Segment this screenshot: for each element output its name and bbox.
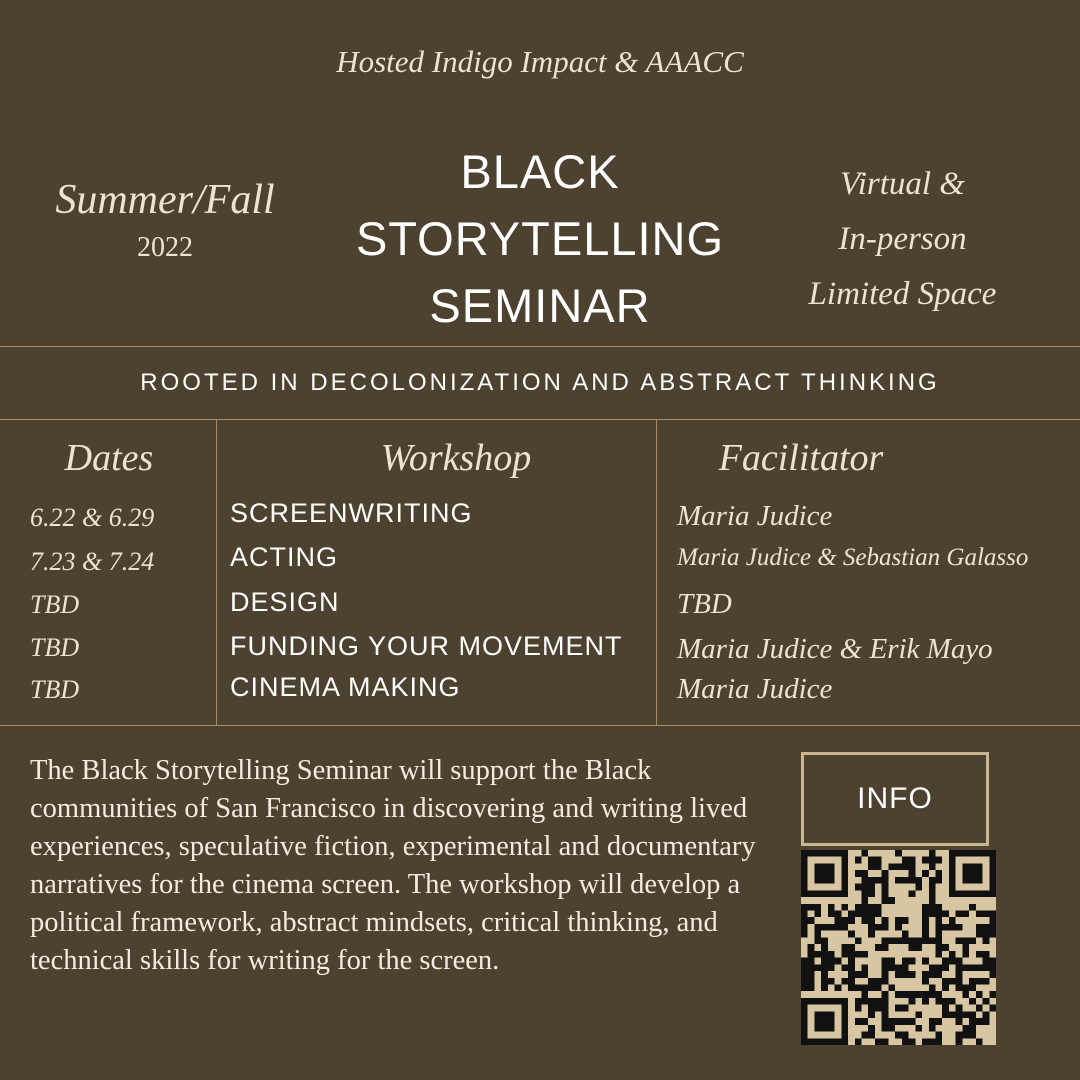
divider (0, 346, 1080, 347)
row-facilitator: Maria Judice (677, 673, 833, 705)
row-date: TBD (30, 675, 80, 704)
row-workshop: FUNDING YOUR MOVEMENT (230, 631, 623, 661)
row-date: TBD (30, 590, 80, 619)
row-workshop: CINEMA MAKING (230, 672, 461, 702)
info-button[interactable] (801, 752, 989, 846)
row-date: 7.23 & 7.24 (30, 547, 155, 576)
format-line: Virtual & (840, 166, 965, 202)
dates-header: Dates (64, 437, 154, 479)
format-line: Limited Space (808, 276, 997, 312)
row-workshop: SCREENWRITING (230, 498, 473, 528)
title-line: BLACK (460, 145, 620, 198)
hosted-by-text: Hosted Indigo Impact & AAACC (336, 44, 744, 79)
facilitator-header: Facilitator (718, 437, 884, 479)
divider (0, 725, 1080, 726)
row-facilitator: Maria Judice & Sebastian Galasso (677, 544, 1029, 571)
format-info (790, 157, 1015, 322)
row-facilitator: TBD (677, 588, 732, 620)
row-facilitator: Maria Judice & Erik Mayo (677, 633, 993, 665)
divider (0, 419, 1080, 420)
page-title (300, 138, 780, 339)
format-line: In-person (838, 221, 967, 257)
season-text: Summer/Fall (55, 177, 275, 223)
tagline: ROOTED IN DECOLONIZATION AND ABSTRACT THINKING (140, 369, 940, 396)
title-line: STORYTELLING (355, 212, 725, 265)
year-text: 2022 (137, 232, 193, 263)
info-label: INFO (857, 782, 933, 815)
row-facilitator: Maria Judice (677, 500, 833, 532)
description-text: The Black Storytelling Seminar will support the Black communities of San Francisco in discovering and writing lived experiences, speculative fiction, experimental and documentary narratives for the cinema screen. The workshop will develop a political framework, abstract mindsets, critical thinking, and technical skills for writing for the screen. (30, 755, 756, 976)
row-date: TBD (30, 633, 80, 662)
row-workshop: ACTING (230, 542, 339, 572)
workshop-header: Workshop (380, 437, 532, 479)
title-line: SEMINAR (429, 279, 651, 332)
row-workshop: DESIGN (230, 587, 340, 617)
row-date: 6.22 & 6.29 (30, 503, 155, 532)
qr-code-icon[interactable] (801, 850, 996, 1045)
